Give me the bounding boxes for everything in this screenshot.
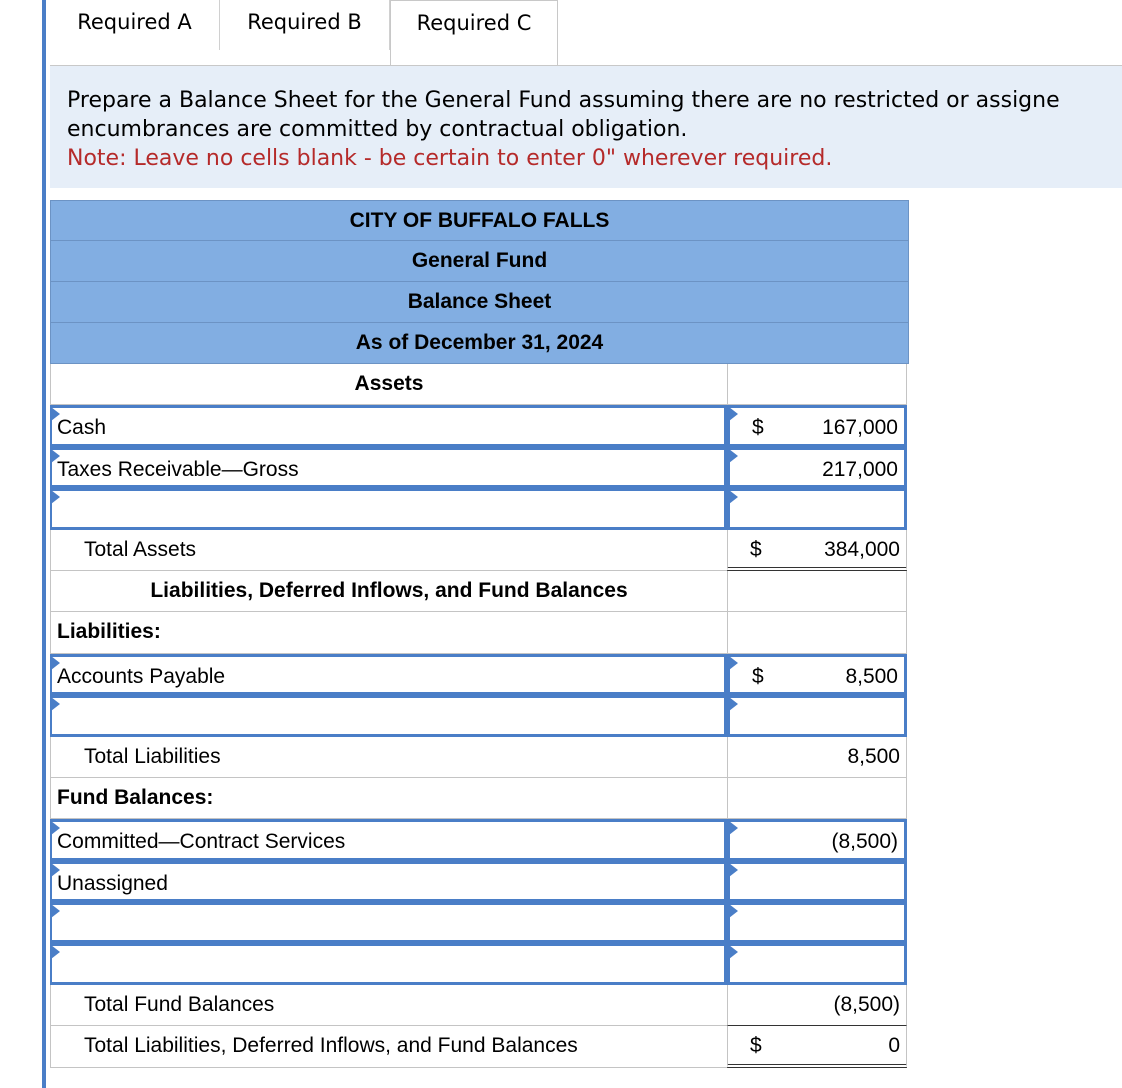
cash-row [50, 405, 909, 446]
currency-sign: $ [752, 664, 764, 688]
dropdown-marker-icon [729, 697, 738, 711]
fund-title: General Fund [50, 241, 909, 282]
currency-sign: $ [750, 1034, 762, 1058]
dropdown-marker-icon [51, 656, 60, 670]
blank-fund-label-select-1[interactable] [50, 902, 727, 943]
committed-label-select[interactable] [50, 819, 727, 860]
dropdown-marker-icon [729, 490, 738, 504]
blank-asset-value-input[interactable] [727, 488, 907, 529]
instruction-line-1: Prepare a Balance Sheet for the General Fund assuming there are no restricted or assigne [67, 88, 1060, 113]
blank-liability-row [50, 695, 909, 736]
accounts-payable-value: 8,500 [845, 664, 898, 688]
dropdown-marker-icon [729, 863, 738, 877]
taxes-row [50, 447, 909, 488]
dropdown-marker-icon [729, 821, 738, 835]
dropdown-marker-icon [51, 945, 60, 959]
accounts-payable-row [50, 654, 909, 695]
committed-row [50, 819, 909, 860]
accounts-payable-label: Accounts Payable [57, 664, 226, 688]
blank-asset-row [50, 488, 909, 529]
liabilities-subheading-value [727, 612, 907, 653]
liabilities-subheading-row [50, 612, 909, 653]
dropdown-marker-icon [51, 449, 60, 463]
tab-required-b[interactable]: Required B [220, 0, 390, 50]
currency-sign: $ [750, 537, 762, 561]
dropdown-marker-icon [729, 407, 738, 421]
fund-balances-subheading-row [50, 778, 909, 819]
blank-fund-row-2 [50, 943, 909, 984]
accounts-payable-label-select[interactable] [50, 654, 727, 695]
left-accent-rule [42, 0, 46, 1088]
total-fund-balances-label: Total Fund Balances [50, 985, 727, 1026]
statement-title: Balance Sheet [50, 282, 909, 323]
dropdown-marker-icon [51, 490, 60, 504]
total-fund-balances-value: (8,500) [833, 992, 900, 1016]
liabilities-deferred-fund-heading: Liabilities, Deferred Inflows, and Fund Balances [50, 571, 727, 612]
tab-required-c[interactable]: Required C [390, 0, 558, 66]
committed-value-input[interactable] [727, 819, 907, 860]
dropdown-marker-icon [729, 449, 738, 463]
total-liab-fund-value-cell [727, 1026, 907, 1067]
dropdown-marker-icon [51, 697, 60, 711]
dropdown-marker-icon [729, 945, 738, 959]
accounts-payable-value-input[interactable] [727, 654, 907, 695]
liab-heading-row [50, 571, 909, 612]
assets-heading-row [50, 364, 909, 405]
fund-balances-subheading-value [727, 778, 907, 819]
assets-heading-value [727, 364, 907, 405]
cash-value: 167,000 [822, 416, 898, 440]
total-assets-label: Total Assets [50, 530, 727, 571]
total-assets-value: 384,000 [824, 537, 900, 561]
cash-label: Cash [57, 416, 107, 440]
total-fund-balances-value-cell [727, 985, 907, 1026]
blank-liability-label-select[interactable] [50, 695, 727, 736]
balance-sheet-table [50, 200, 909, 1068]
total-liabilities-value: 8,500 [847, 744, 900, 768]
total-assets-row [50, 530, 909, 571]
cash-value-input[interactable] [727, 405, 907, 446]
liab-heading-value [727, 571, 907, 612]
total-liabilities-label: Total Liabilities [50, 737, 727, 778]
dropdown-marker-icon [729, 656, 738, 670]
dropdown-marker-icon [51, 407, 60, 421]
blank-fund-label-select-2[interactable] [50, 943, 727, 984]
total-fund-balances-row [50, 985, 909, 1026]
liabilities-subheading: Liabilities: [50, 612, 727, 653]
tab-required-a[interactable]: Required A [50, 0, 220, 50]
tab-bar [50, 0, 558, 66]
total-liab-fund-label: Total Liabilities, Deferred Inflows, and Fund Balances [50, 1026, 727, 1067]
taxes-value: 217,000 [822, 457, 898, 481]
taxes-value-input[interactable] [727, 447, 907, 488]
total-liab-fund-row [50, 1026, 909, 1067]
taxes-label-select[interactable] [50, 447, 727, 488]
instructions-panel [50, 65, 1122, 188]
total-liabilities-value-cell [727, 737, 907, 778]
dropdown-marker-icon [51, 863, 60, 877]
assets-heading: Assets [50, 364, 727, 405]
entity-title: CITY OF BUFFALO FALLS [50, 200, 909, 241]
instruction-note: Note: Leave no cells blank - be certain to enter 0" wherever required. [67, 146, 833, 171]
dropdown-marker-icon [51, 904, 60, 918]
dropdown-marker-icon [51, 821, 60, 835]
unassigned-label: Unassigned [57, 871, 168, 895]
unassigned-value-input[interactable] [727, 861, 907, 902]
unassigned-label-select[interactable] [50, 861, 727, 902]
instruction-line-2: encumbrances are committed by contractual obligation. [67, 117, 688, 142]
fund-balances-subheading: Fund Balances: [50, 778, 727, 819]
committed-label: Committed—Contract Services [57, 830, 346, 854]
dropdown-marker-icon [729, 904, 738, 918]
blank-fund-value-input-2[interactable] [727, 943, 907, 984]
date-title: As of December 31, 2024 [50, 323, 909, 364]
committed-value: (8,500) [831, 830, 898, 854]
total-liabilities-row [50, 737, 909, 778]
blank-liability-value-input[interactable] [727, 695, 907, 736]
blank-asset-label-select[interactable] [50, 488, 727, 529]
blank-fund-value-input-1[interactable] [727, 902, 907, 943]
unassigned-row [50, 861, 909, 902]
cash-label-select[interactable] [50, 405, 727, 446]
taxes-label: Taxes Receivable—Gross [57, 457, 299, 481]
blank-fund-row-1 [50, 902, 909, 943]
total-liab-fund-value: 0 [888, 1034, 900, 1058]
currency-sign: $ [752, 416, 764, 440]
total-assets-value-cell [727, 530, 907, 571]
